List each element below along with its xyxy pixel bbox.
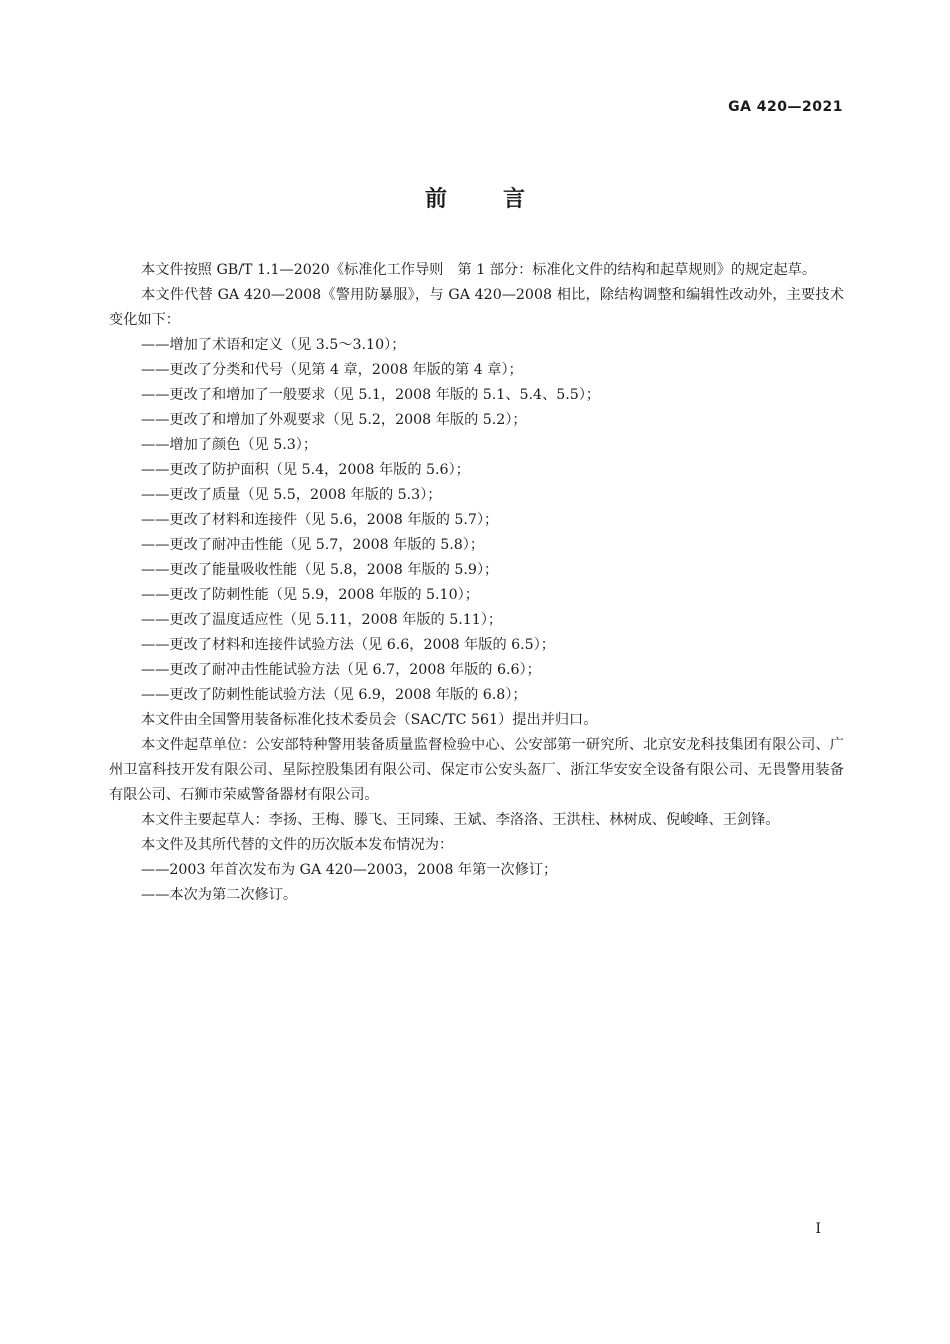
paragraph-drafters: 本文件主要起草人：李扬、王梅、滕飞、王同臻、王斌、李洛洛、王洪柱、林树成、倪峻峰、王剑锋。 (141, 812, 780, 828)
change-item: ——更改了材料和连接件试验方法（见 6.6，2008 年版的 6.5）； (141, 637, 555, 653)
change-item: ——更改了防刺性能（见 5.9，2008 年版的 5.10）； (141, 587, 479, 603)
history-item: ——2003 年首次发布为 GA 420—2003，2008 年第一次修订； (141, 862, 558, 878)
change-item: ——更改了耐冲击性能（见 5.7，2008 年版的 5.8）； (141, 537, 485, 553)
paragraph-drafting-units: 本文件起草单位：公安部特种警用装备质量监督检验中心、公安部第一研究所、北京安龙科技集团有限公司、广州卫富科技开发有限公司、星际控股集团有限公司、保定市公安头盔厂、浙江华安安全设备有限公司、无畏警用装备有限公司、石狮市荣威警备器材有限公司。 (109, 737, 844, 803)
paragraph-history-intro: 本文件及其所代替的文件的历次版本发布情况为： (141, 837, 454, 853)
paragraph-drafting-rules: 本文件按照 GB/T 1.1—2020《标准化工作导则 第 1 部分：标准化文件的结构和起草规则》的规定起草。 (141, 262, 817, 278)
page-title: 前言 (424, 187, 581, 212)
paragraph-committee: 本文件由全国警用装备标准化技术委员会（SAC/TC 561）提出并归口。 (141, 712, 598, 728)
change-item: ——更改了和增加了外观要求（见 5.2，2008 年版的 5.2）； (141, 412, 527, 428)
change-item: ——更改了耐冲击性能试验方法（见 6.7，2008 年版的 6.6）； (141, 662, 541, 678)
change-item: ——更改了防刺性能试验方法（见 6.9，2008 年版的 6.8）； (141, 687, 527, 703)
change-item: ——更改了材料和连接件（见 5.6，2008 年版的 5.7）； (141, 512, 499, 528)
change-item: ——更改了质量（见 5.5，2008 年版的 5.3）； (141, 487, 442, 503)
change-item: ——更改了和增加了一般要求（见 5.1，2008 年版的 5.1、5.4、5.5）； (141, 387, 601, 403)
change-item: ——更改了分类和代号（见第 4 章，2008 年版的第 4 章）； (141, 362, 523, 378)
change-item: ——增加了术语和定义（见 3.5～3.10）； (141, 337, 406, 353)
paragraph-replacement: 本文件代替 GA 420—2008《警用防暴服》，与 GA 420—2008 相比，除结构调整和编辑性改动外，主要技术变化如下： (109, 287, 844, 328)
change-item: ——增加了颜色（见 5.3）； (141, 437, 318, 453)
history-item: ——本次为第二次修订。 (141, 887, 298, 903)
page-number: I (815, 1221, 821, 1237)
change-item: ——更改了能量吸收性能（见 5.8，2008 年版的 5.9）； (141, 562, 499, 578)
change-item: ——更改了温度适应性（见 5.11，2008 年版的 5.11）； (141, 612, 503, 628)
change-item: ——更改了防护面积（见 5.4，2008 年版的 5.6）； (141, 462, 470, 478)
standard-code: GA 420—2021 (728, 99, 843, 115)
foreword-body (109, 258, 844, 908)
